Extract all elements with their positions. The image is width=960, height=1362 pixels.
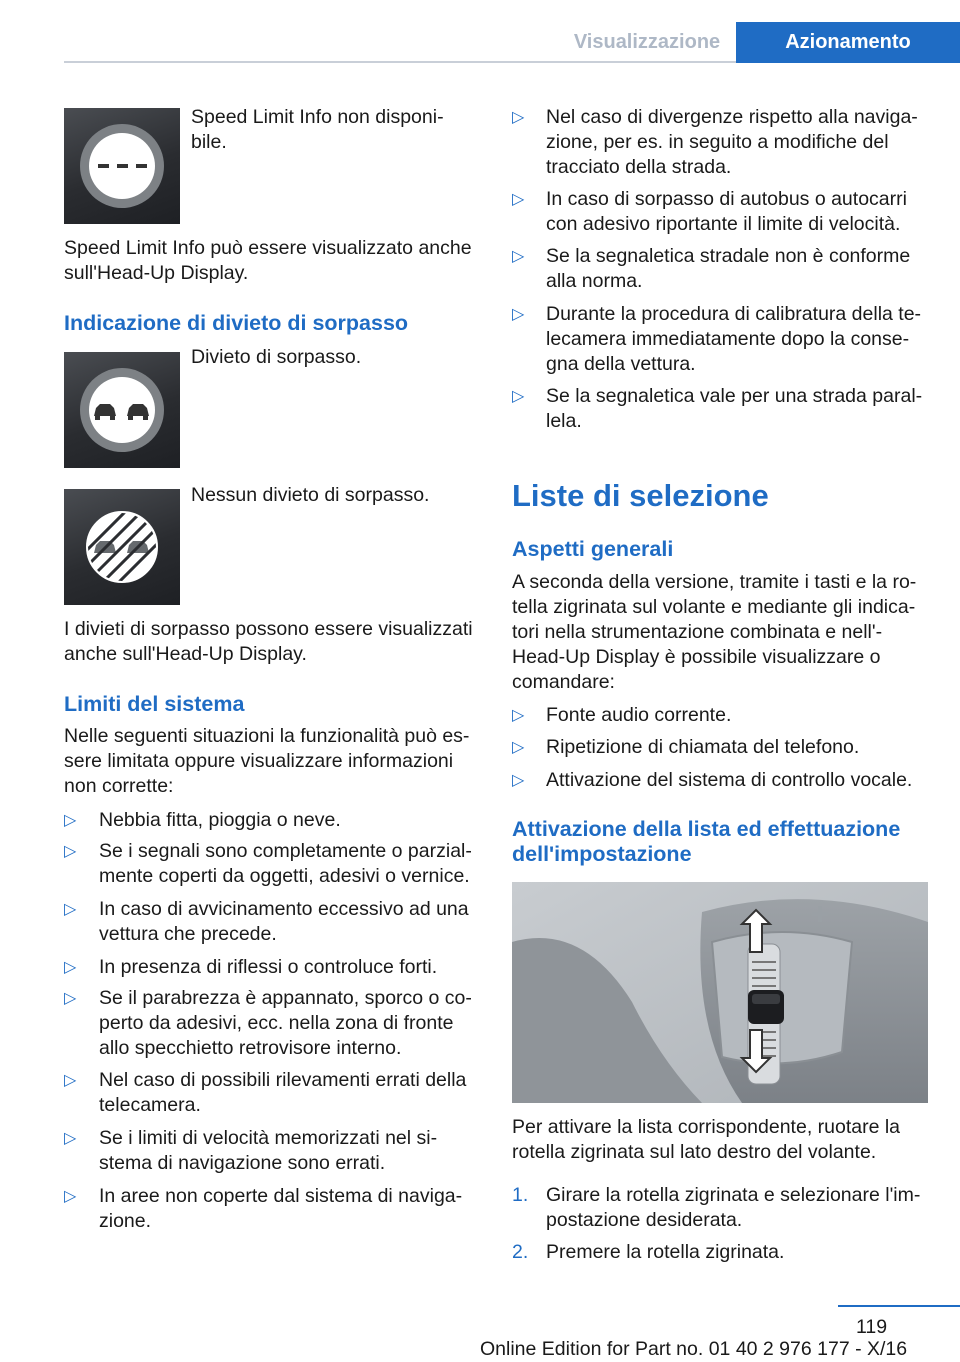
bullet-triangle-icon: ▷	[512, 707, 525, 724]
list-item: ▷ Nel caso di possibili rilevamenti errati della telecamera.	[64, 1069, 467, 1116]
list-item: ▷ Attivazione del sistema di controllo vocale.	[512, 769, 913, 791]
steering-wheel-thumbwheel-photo	[512, 882, 928, 1103]
list-item: ▷ Se il parabrezza è appannato, sporco o co- perto da adesivi, ecc. nella zona di fronte allo specchietto retrovisore interno.	[64, 987, 472, 1059]
bullet-triangle-icon: ▷	[512, 739, 525, 756]
list-item: ▷ Fonte audio corrente.	[512, 704, 732, 726]
bullet-triangle-icon: ▷	[64, 812, 77, 829]
footer-edition: Online Edition for Part no. 01 40 2 976 177 - X/16	[480, 1338, 908, 1360]
bullet-triangle-icon: ▷	[64, 1130, 77, 1147]
list-item: ▷ Ripetizione di chiamata del telefono.	[512, 736, 860, 758]
bullet-triangle-icon: ▷	[512, 772, 525, 789]
bullet-triangle-icon: ▷	[64, 901, 77, 918]
sign3-caption: Nessun divieto di sorpasso.	[191, 484, 430, 506]
bullet-triangle-icon: ▷	[512, 388, 525, 405]
list-item: ▷ In caso di avvicinamento eccessivo ad una vettura che precede.	[64, 898, 469, 945]
list-item: ▷ Se i limiti di velocità memorizzati nel si- stema di navigazione sono errati.	[64, 1127, 438, 1174]
paragraph-hud: Speed Limit Info può essere visualizzato anche sull'Head-Up Display.	[64, 237, 472, 284]
heading-aspetti-generali: Aspetti generali	[512, 537, 674, 561]
list-item: ▷ In caso di sorpasso di autobus o autocarri con adesivo riportante il limite di velocità.	[512, 188, 907, 235]
end-no-overtaking-sign	[64, 489, 180, 605]
list-item: ▷ Se la segnaletica stradale non è conforme alla norma.	[512, 245, 911, 292]
bullet-triangle-icon: ▷	[512, 248, 525, 265]
list-item: 1. Girare la rotella zigrinata e selezionare l'im- postazione desiderata.	[512, 1184, 921, 1231]
sign2-caption: Divieto di sorpasso.	[191, 346, 362, 368]
list-item: ▷ Se la segnaletica vale per una strada paral- lela.	[512, 385, 923, 432]
step-number: 2.	[512, 1241, 529, 1263]
heading-liste-selezione: Liste di selezione	[512, 478, 769, 513]
bullet-triangle-icon: ▷	[64, 843, 77, 860]
paragraph-aspetti: A seconda della versione, tramite i tasti e la ro- tella zigrinata sul volante e mediante gli indica- tori nella strumentazione combinata e nell'- Head-Up Display è possibile visualizzare o comandare:	[512, 571, 917, 693]
heading-limiti: Limiti del sistema	[64, 692, 245, 716]
paragraph-divieti-hud: I divieti di sorpasso possono essere visualizzati anche sull'Head-Up Display.	[64, 618, 473, 665]
step-number: 1.	[512, 1184, 529, 1206]
bullet-triangle-icon: ▷	[64, 990, 77, 1007]
paragraph-attivare: Per attivare la lista corrispondente, ruotare la rotella zigrinata sul lato destro del volante.	[512, 1116, 901, 1163]
sign1-caption: Speed Limit Info non disponi- bile.	[191, 106, 444, 153]
bullet-triangle-icon: ▷	[64, 1072, 77, 1089]
list-item: 2. Premere la rotella zigrinata.	[512, 1241, 785, 1263]
list-item: ▷ Nebbia fitta, pioggia o neve.	[64, 809, 341, 831]
page-number: 119	[856, 1316, 888, 1338]
list-item: ▷ In presenza di riflessi o controluce forti.	[64, 956, 438, 978]
list-item: ▷ Durante la procedura di calibratura della te- lecamera immediatamente dopo la conse- gna della vettura.	[512, 303, 922, 375]
paragraph-limiti: Nelle seguenti situazioni la funzionalità può es- sere limitata oppure visualizzare informazioni non corrette:	[64, 725, 470, 797]
footer-rule	[838, 1305, 960, 1307]
bullet-triangle-icon: ▷	[512, 109, 525, 126]
list-item: ▷ Se i segnali sono completamente o parzial- mente coperti da oggetti, adesivi o vernice.	[64, 840, 472, 887]
no-overtaking-sign	[64, 352, 180, 468]
bullet-triangle-icon: ▷	[512, 191, 525, 208]
heading-divieto: Indicazione di divieto di sorpasso	[64, 311, 409, 335]
tab-azionamento[interactable]: Azionamento	[736, 22, 960, 63]
list-item: ▷ Nel caso di divergenze rispetto alla naviga- zione, per es. in seguito a modifiche del tracciato della strada.	[512, 106, 918, 178]
list-item: ▷ In aree non coperte dal sistema di naviga- zione.	[64, 1185, 463, 1232]
heading-attivazione: Attivazione della lista ed effettuazione dell'impostazione	[512, 817, 901, 866]
tab-visualizzazione[interactable]: Visualizzazione	[573, 31, 721, 53]
bullet-triangle-icon: ▷	[64, 959, 77, 976]
bullet-triangle-icon: ▷	[512, 306, 525, 323]
speed-limit-unavailable-sign	[64, 108, 180, 224]
bullet-triangle-icon: ▷	[64, 1188, 77, 1205]
